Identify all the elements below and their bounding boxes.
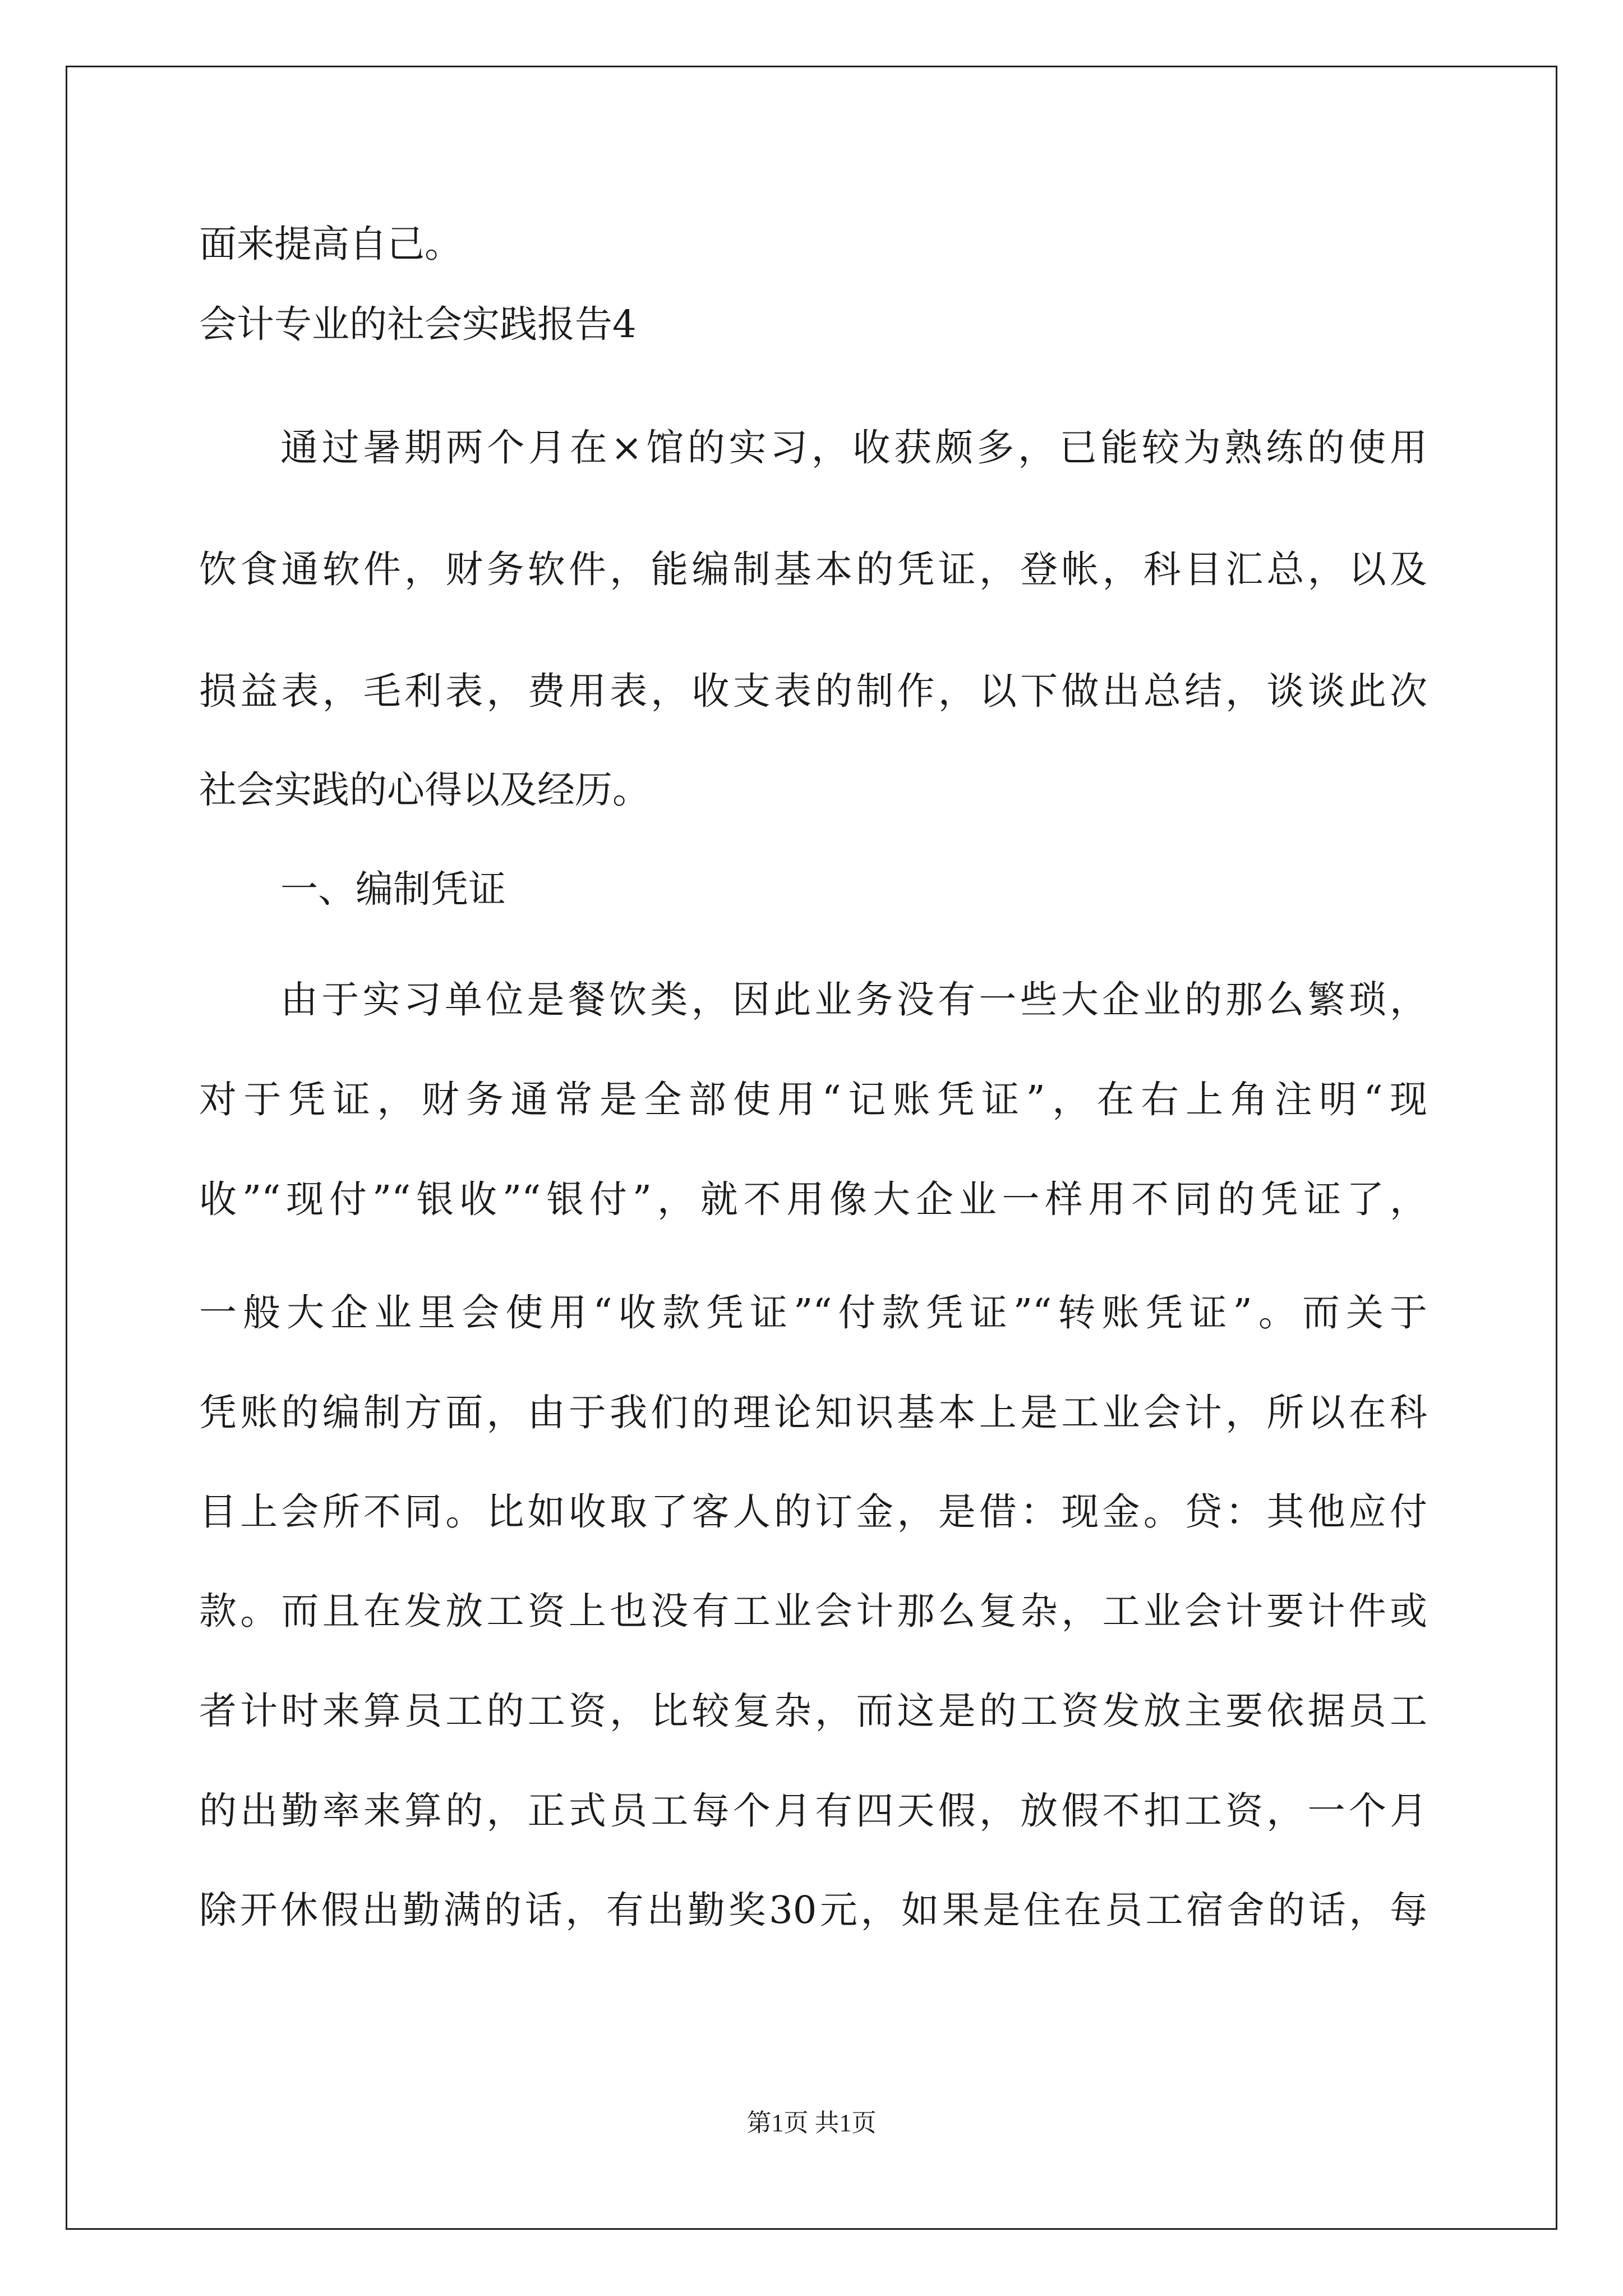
paragraph-line: 款。而且在发放工资上也没有工业会计那么复杂，工业会计要计件或 [199,1589,1427,1633]
paragraph-line: 一般大企业里会使用“收款凭证”“付款凭证”“转账凭证”。而关于 [199,1291,1427,1335]
paragraph-line: 对于凭证，财务通常是全部使用“记账凭证”，在右上角注明“现 [199,1078,1427,1121]
text-line-continuation: 面来提高自己。 [199,222,462,266]
paragraph-line: 由于实习单位是餐饮类，因此业务没有一些大企业的那么繁琐， [280,978,1427,1022]
paragraph-line: 收”“现付”“银收”“银付”，就不用像大企业一样用不同的凭证了， [199,1177,1427,1221]
paragraph-line: 者计时来算员工的工资，比较复杂，而这是的工资发放主要依据员工 [199,1689,1427,1733]
section-heading: 会计专业的社会实践报告4 [199,302,637,346]
paragraph-line: 饮食通软件，财务软件，能编制基本的凭证，登帐，科目汇总，以及 [199,547,1427,591]
paragraph-line: 目上会所不同。比如收取了客人的订金，是借：现金。贷：其他应付 [199,1490,1427,1534]
paragraph-line: 凭账的编制方面，由于我们的理论知识基本上是工业会计，所以在科 [199,1391,1427,1434]
page-footer: 第1页 共1页 [746,2109,877,2137]
paragraph-line: 通过暑期两个月在×馆的实习，收获颇多，已能较为熟练的使用 [280,426,1427,470]
paragraph-line: 损益表，毛利表，费用表，收支表的制作，以下做出总结，谈谈此次 [199,669,1427,713]
paragraph-line: 社会实践的心得以及经历。 [199,768,650,812]
subsection-heading: 一、编制凭证 [280,867,506,911]
paragraph-line: 的出勤率来算的，正式员工每个月有四天假，放假不扣工资，一个月 [199,1789,1427,1833]
paragraph-line: 除开休假出勤满的话，有出勤奖30元，如果是住在员工宿舍的话，每 [199,1888,1427,1932]
